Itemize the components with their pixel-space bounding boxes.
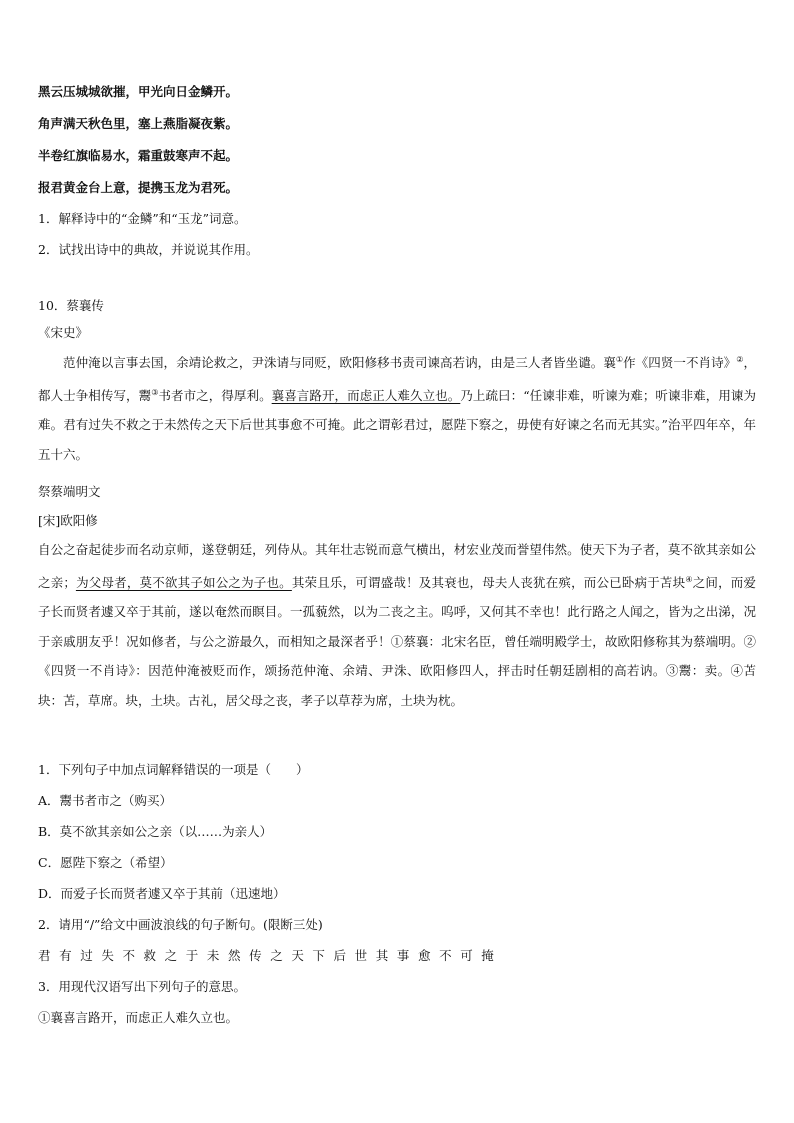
option-b: B．莫不欲其亲如公之亲（以……为亲人） xyxy=(38,824,273,839)
question-3-item-1: ①襄喜言路开，而虑正人难久立也。 xyxy=(38,1010,239,1025)
sentence-to-punctuate: 君 有 过 失 不 救 之 于 未 然 传 之 天 下 后 世 其 事 愈 不 可 掩 xyxy=(38,948,494,963)
footnote-marker: ③ xyxy=(151,387,159,397)
option-c: C．愿陛下察之（希望） xyxy=(38,855,173,870)
footnote-marker: ④ xyxy=(685,574,693,584)
essay-title: 祭蔡端明文 xyxy=(38,484,101,499)
poem-line: 报君黄金台上意，提携玉龙为君死。 xyxy=(38,180,239,195)
poem-line: 半卷红旗临易水，霜重鼓寒声不起。 xyxy=(38,148,239,163)
poem-line: 黑云压城城欲摧，甲光向日金鳞开。 xyxy=(38,84,239,99)
source-title: 《宋史》 xyxy=(38,325,89,340)
option-d: D．而爱子长而贤者遽又卒于其前（迅速地） xyxy=(38,886,286,901)
underlined-sentence: 襄喜言路开，而虑正人难久立也。 xyxy=(271,387,461,403)
option-a: A．鬻书者市之（购买） xyxy=(38,793,173,808)
poem-question-1: 1．解释诗中的“金鳞”和“玉龙”词意。 xyxy=(38,211,247,226)
footnote-marker: ① xyxy=(615,355,624,364)
section-title: 10．蔡襄传 xyxy=(38,298,104,313)
essay-author: [宋]欧阳修 xyxy=(38,513,98,528)
question-3: 3．用现代汉语写出下列句子的意思。 xyxy=(38,979,246,994)
question-2: 2．请用“/”给文中画波浪线的句子断句。(限断三处) xyxy=(38,917,323,932)
passage-ji-wen: 自公之奋起徒步而名动京师，遂登朝廷，列侍从。其年壮志锐而意气横出，材宏业茂而誉望伟然。使天下为子者，莫不欲其亲如公之亲；为父母者，莫不欲其子如公之为子也。其荣且乐，可谓盛哉！及其衰也，母夫人丧犹在殡，而公已卧病于苫块④之间，而爱子长而贤者遽又卒于其前，遂以奄然而瞑目。一孤藐然，以为二丧之主。呜呼，又何其不幸也！此行路之人闻之，皆为之出涕，况于亲戚朋友乎！况如修者，与公之游最久，而相知之最深者乎！①蔡襄：北宋名臣，曾任端明殿学士，故欧阳修称其为蔡端明。②《四贤一不肖诗》：因范仲淹被贬而作，颂扬范仲淹、余靖、尹洙、欧阳修四人，抨击时任朝廷剧相的高若讷。③鬻：卖。④苫块：苫，草席。块，土块。古礼，居父母之丧，孝子以草荐为席，土块为枕。 xyxy=(38,542,756,708)
poem-question-2: 2．试找出诗中的典故，并说说其作用。 xyxy=(38,242,259,257)
passage-song-shi: 范仲淹以言事去国，余靖论救之，尹洙请与同贬，欧阳修移书责司谏高若讷，由是三人者皆坐谴。襄①作《四贤一不肖诗》②，都人士争相传写，鬻③书者市之，得厚利。襄喜言路开，而虑正人难久立也。乃上疏曰：“任谏非难，听谏为难；听谏非难，用谏为难。君有过失不救之于未然传之天下后世其事愈不可掩。此之谓彰君过，愿陛下察之，毋使有好谏之名而无其实。”治平四年卒，年五十六。 xyxy=(38,355,756,462)
underlined-sentence: 为父母者，莫不欲其子如公之为子也。 xyxy=(75,574,292,590)
question-1: 1．下列句子中加点词解释错误的一项是（ ） xyxy=(38,762,309,777)
poem-line: 角声满天秋色里，塞上燕脂凝夜紫。 xyxy=(38,116,239,131)
footnote-marker: ② xyxy=(736,355,744,364)
